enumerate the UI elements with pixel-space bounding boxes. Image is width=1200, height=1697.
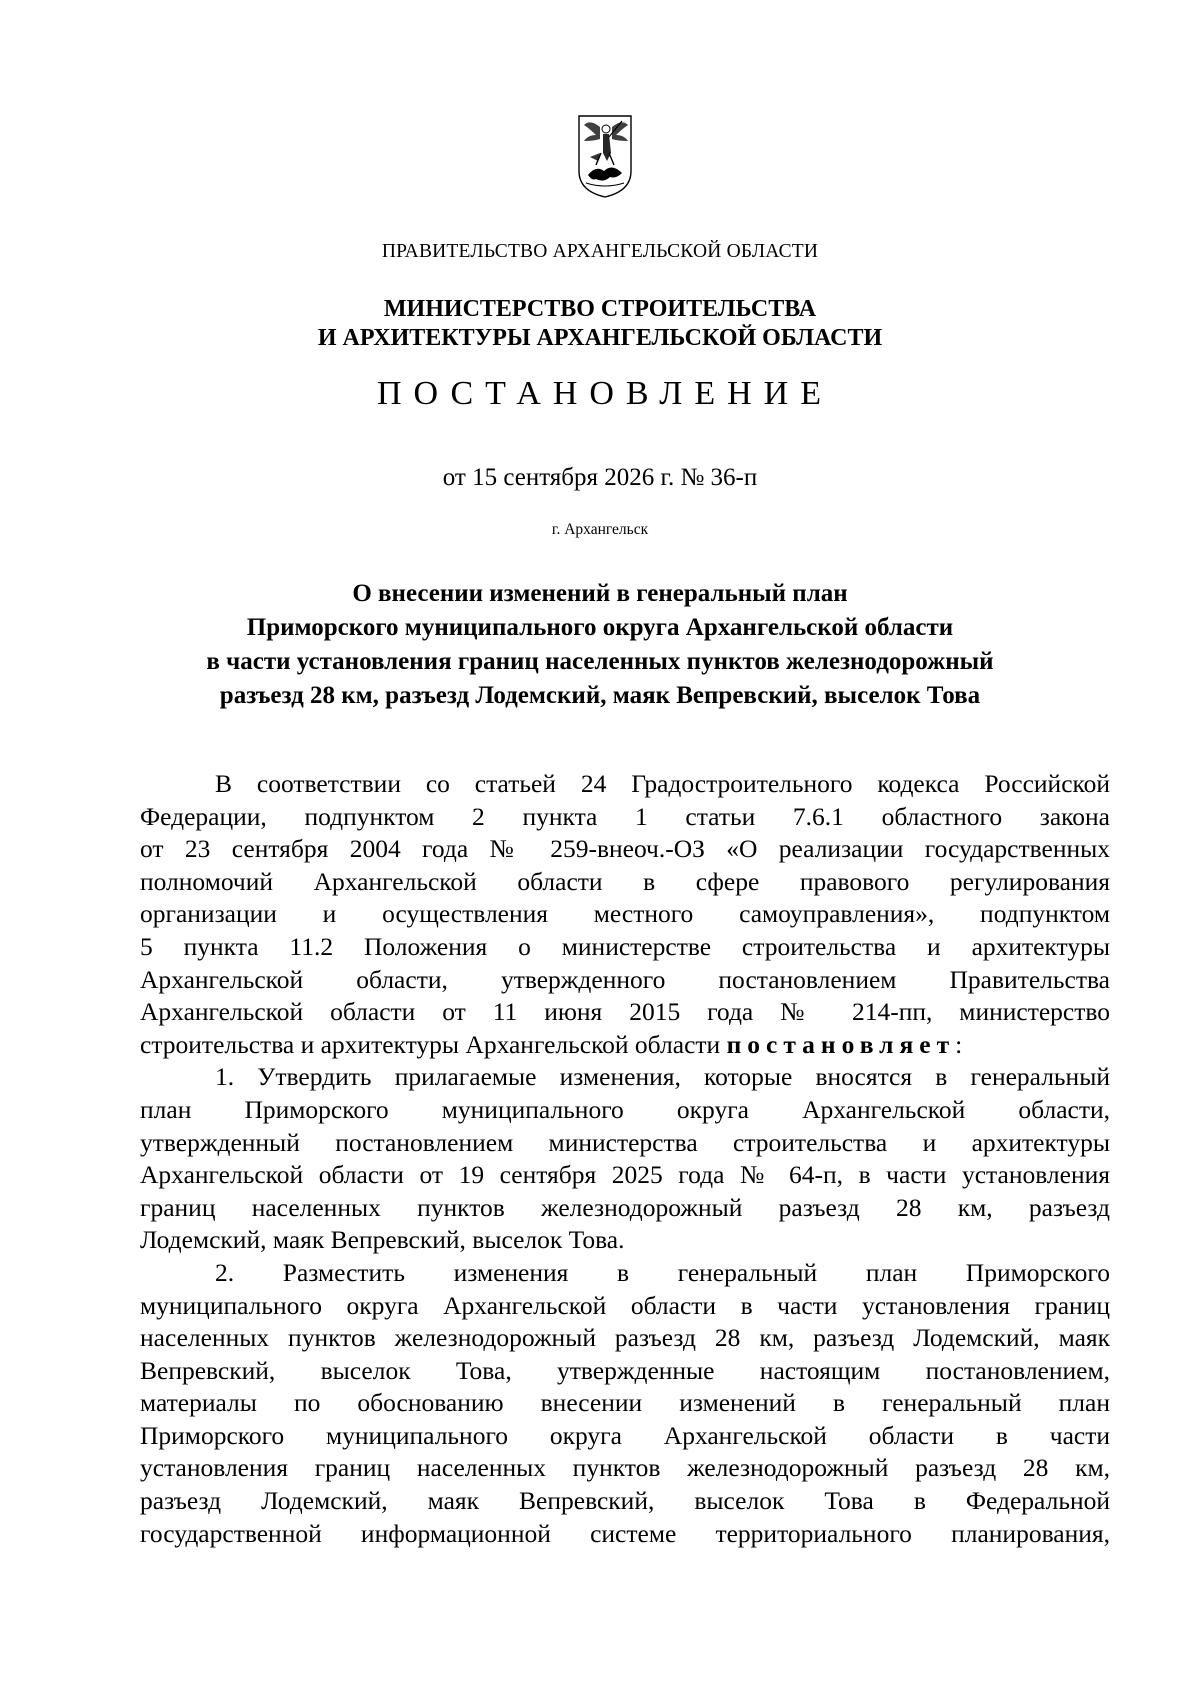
- body-line: государственной информационной системе территориального планирования,: [140, 1518, 1110, 1548]
- resolves-word: постановляет: [726, 1029, 956, 1059]
- body-line: утвержденный постановлением министерства строительства и архитектуры: [140, 1127, 1110, 1157]
- body-line: Лодемский, маяк Вепревский, выселок Това.: [140, 1225, 625, 1255]
- title-line: в части установления границ населенных пунктов железнодорожный: [206, 648, 994, 675]
- title-line: Приморского муниципального округа Архангельской области: [246, 614, 954, 641]
- body-line: организации и осуществления местного самоуправления», подпунктом: [140, 899, 1110, 929]
- body-line: Федерации, подпунктом 2 пункта 1 статьи 7.6.1 областного закона: [140, 801, 1110, 831]
- resolves-colon: :: [955, 1029, 963, 1059]
- body-line: план Приморского муниципального округа Архангельской области,: [140, 1094, 1110, 1124]
- body-line: 1. Утвердить прилагаемые изменения, которые вносятся в генеральный: [215, 1062, 1110, 1092]
- document-title: [0, 577, 1200, 713]
- body-line: 2. Разместить изменения в генеральный план Приморского: [215, 1257, 1110, 1287]
- body-line: Вепревский, выселок Това, утвержденные настоящим постановлением,: [140, 1355, 1110, 1385]
- body-line: [140, 1029, 1110, 1062]
- ministry-name-line: И АРХИТЕКТУРЫ АРХАНГЕЛЬСКОЙ ОБЛАСТИ: [317, 325, 883, 351]
- body-line: В соответствии со статьей 24 Градостроительного кодекса Российской: [215, 769, 1110, 798]
- body-line: разъезд Лодемский, маяк Вепревский, выселок Това в Федеральной: [140, 1486, 1110, 1516]
- body-line: от 23 сентября 2004 года № 259-внеоч.-ОЗ «О реализации государственных: [140, 834, 1110, 864]
- body-line: Архангельской области от 19 сентября 2025 года № 64-п, в части установления: [140, 1160, 1110, 1190]
- body-line: населенных пунктов железнодорожный разъезд 28 км, разъезд Лодемский, маяк: [140, 1323, 1110, 1353]
- title-line: О внесении изменений в генеральный план: [352, 580, 848, 607]
- body-line: муниципального округа Архангельской области в части установления границ: [140, 1290, 1110, 1320]
- document-body: [140, 768, 1110, 1550]
- archangelsk-coat-of-arms-icon: [576, 113, 634, 199]
- body-line: материалы по обоснованию внесении изменений в генеральный план: [140, 1388, 1110, 1418]
- body-line: Приморского муниципального округа Архангельской области в части: [140, 1420, 1110, 1450]
- body-line: Архангельской области, утвержденного постановлением Правительства: [140, 964, 1110, 994]
- body-line: границ населенных пунктов железнодорожный разъезд 28 км, разъезд: [140, 1192, 1110, 1222]
- body-line-text: строительства и архитектуры Архангельской области: [140, 1029, 721, 1059]
- ministry-name: [0, 295, 1200, 353]
- document-city: г. Архангельск: [551, 521, 649, 538]
- government-name: ПРАВИТЕЛЬСТВО АРХАНГЕЛЬСКОЙ ОБЛАСТИ: [381, 241, 819, 262]
- body-line: Архангельской области от 11 июня 2015 года № 214-пп, министерство: [140, 997, 1110, 1027]
- body-line: установления границ населенных пунктов железнодорожный разъезд 28 км,: [140, 1453, 1110, 1483]
- document-date-number: от 15 сентября 2026 г. № 36-п: [442, 464, 758, 491]
- title-line: разъезд 28 км, разъезд Лодемский, маяк Вепревский, выселок Това: [219, 682, 981, 709]
- body-line: 5 пункта 11.2 Положения о министерстве строительства и архитектуры: [140, 931, 1110, 961]
- ministry-name-line: МИНИСТЕРСТВО СТРОИТЕЛЬСТВА: [383, 296, 817, 322]
- body-line: полномочий Архангельской области в сфере правового регулирования: [140, 866, 1110, 896]
- document-type: ПОСТАНОВЛЕНИЕ: [376, 375, 834, 412]
